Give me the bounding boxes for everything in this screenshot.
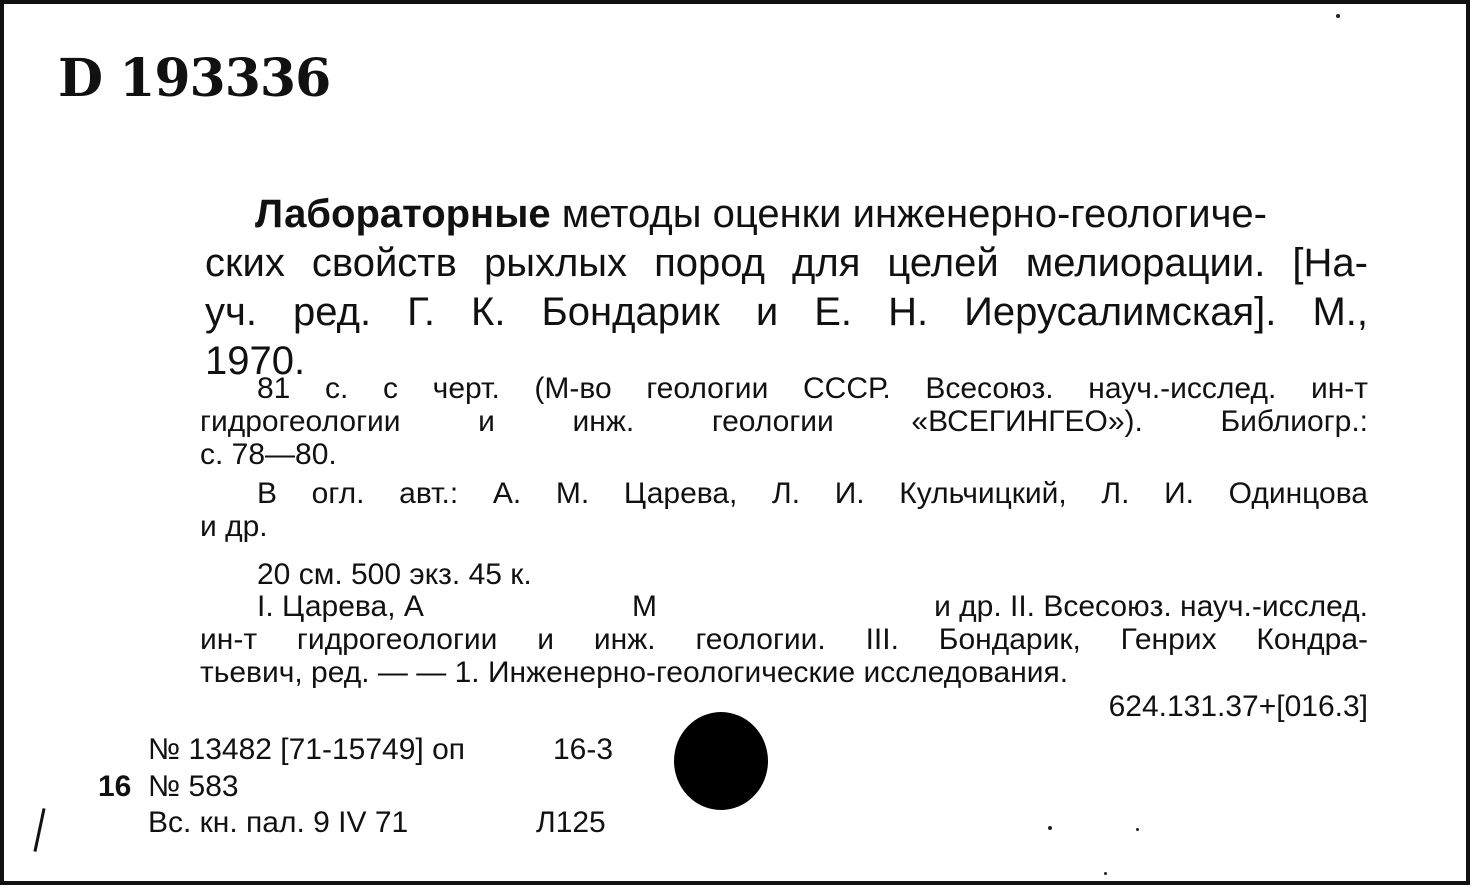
speck-mark [1048, 826, 1052, 830]
title-line-3: уч. ред. Г. К. Бондарик и Е. Н. Иерусалимская]. М., [205, 290, 1368, 334]
authors-line-2: и др. [200, 510, 268, 543]
accession-line-3: Вс. кн. пал. 9 IV 71 [148, 806, 409, 839]
tracing-1-part1: I. Царева, А [257, 590, 424, 623]
collation-line-2: гидрогеологии и инж. геологии «ВСЕГИНГЕО»). Библиогр.: [200, 405, 1368, 438]
book-title [205, 190, 1368, 386]
collation [200, 372, 1368, 471]
accession-line-1: № 13482 [71-15749] оп [148, 733, 465, 766]
speck-mark [1104, 872, 1107, 875]
title-line-2: ских свойств рыхлых пород для целей мелиорации. [На- [205, 241, 1368, 285]
tracing-line-3: тьевич, ред. — — 1. Инженерно-геологические исследования. [200, 656, 1069, 689]
authors-line-1: В огл. авт.: А. М. Царева, Л. И. Кульчицкий, Л. И. Одинцова [257, 477, 1368, 510]
accession-prefix: 16 [98, 770, 132, 803]
accession-code-3: Л125 [536, 806, 606, 839]
tracing-line-1 [200, 590, 1368, 623]
tracing-1-part3: и др. II. Всесоюз. науч.-исслед. [934, 590, 1368, 623]
tracing-1-part2: М [632, 590, 657, 623]
accession-line-2: № 583 [148, 770, 239, 803]
authors-note [200, 477, 1368, 543]
title-line-1 [205, 190, 1368, 239]
classification-index: 624.131.37+[016.3] [1108, 690, 1368, 723]
tracing-line-2: ин-т гидрогеологии и инж. геологии. III. Бондарик, Генрих Кондра- [200, 623, 1368, 656]
collation-line-3: с. 78—80. [200, 438, 337, 471]
tracings [200, 590, 1368, 689]
speck-mark [1136, 828, 1139, 831]
accession-code-1: 16-3 [553, 733, 614, 766]
title-line-1-rest: методы оценки инженерно-геологиче- [561, 192, 1267, 236]
title-line-4: 1970. [205, 339, 306, 383]
collation-line-1: 81 с. с черт. (М-во геологии СССР. Всесоюз. науч.-исслед. ин-т [257, 372, 1368, 405]
format-line: 20 см. 500 экз. 45 к. [257, 558, 532, 591]
speck-mark [1336, 14, 1340, 18]
format-note [200, 558, 1368, 591]
title-first-word: Лабораторные [255, 192, 551, 236]
punch-hole [674, 712, 768, 810]
call-number: D 193336 [58, 48, 331, 109]
